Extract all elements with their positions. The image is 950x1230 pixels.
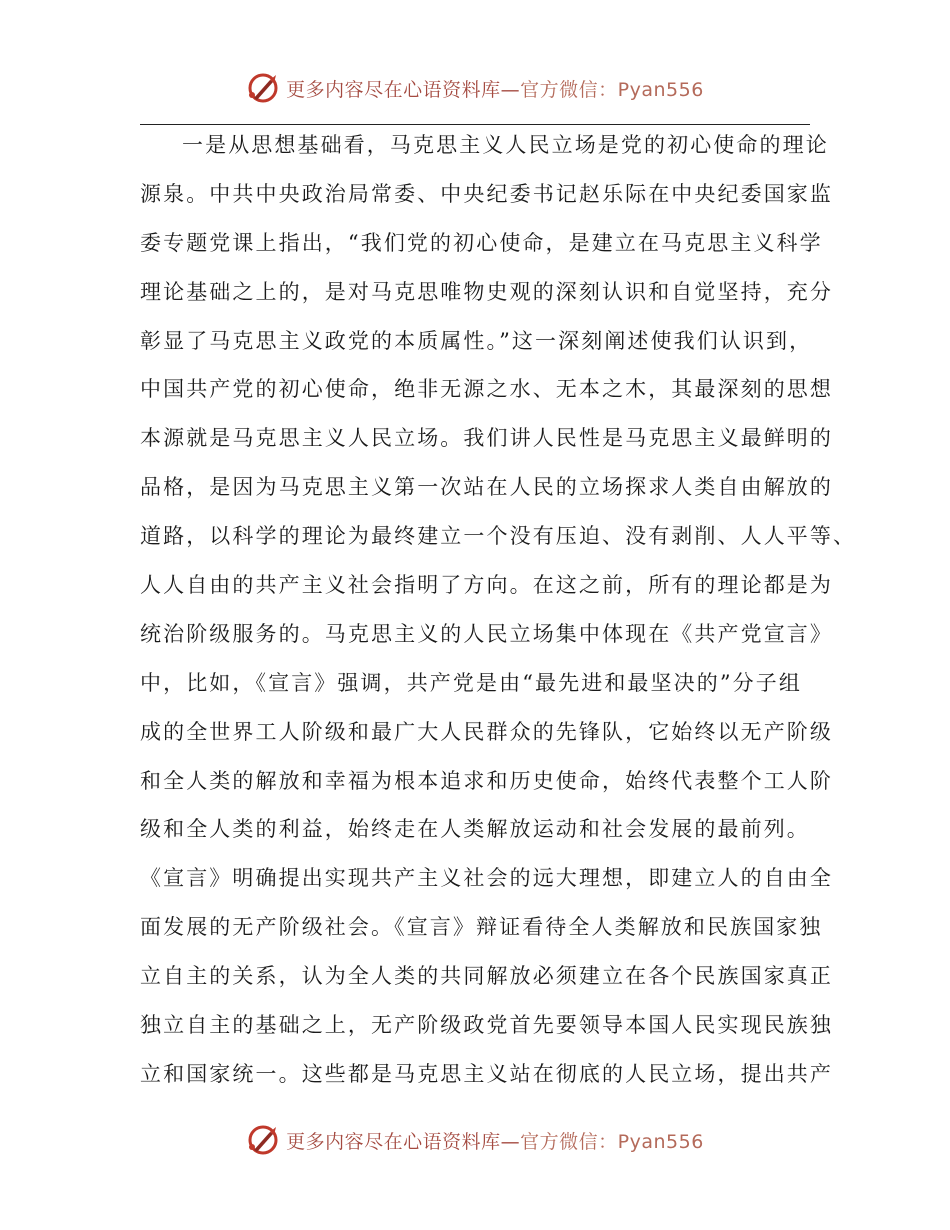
- quill-pen-logo-icon: [246, 71, 280, 105]
- header-wechat-text: 官方微信：Pyan556: [520, 78, 704, 101]
- document-body: [140, 121, 857, 1099]
- text-line: 理论基础之上的，是对马克思唯物史观的深刻认识和自觉坚持，充分: [140, 279, 833, 304]
- text-line: 一是从思想基础看，马克思主义人民立场是党的初心使命的理论: [182, 133, 829, 157]
- text-line: 《宣言》明确提出实现共产主义社会的远大理想，即建立人的自由全: [140, 866, 833, 891]
- header-promo-text: 更多内容尽在心语资料库—官方微信：Pyan556: [286, 78, 704, 101]
- text-line: 独立自主的基础之上，无产阶级政党首先要领导本国人民实现民族独: [140, 1013, 833, 1038]
- text-line: 和全人类的解放和幸福为根本追求和历史使命，始终代表整个工人阶: [140, 768, 833, 793]
- footer-promo-text: 更多内容尽在心语资料库—官方微信：Pyan556: [286, 1130, 704, 1153]
- footer-banner: [0, 1118, 950, 1162]
- text-line: 成的全世界工人阶级和最广大人民群众的先锋队，它始终以无产阶级: [140, 719, 833, 744]
- text-line: 道路，以科学的理论为最终建立一个没有压迫、没有剥削、人人平等、: [140, 524, 857, 549]
- text-line: 品格，是因为马克思主义第一次站在人民的立场探求人类自由解放的: [140, 475, 833, 500]
- text-line: 中，比如，《宣言》强调，共产党是由“最先进和最坚决的”分子组: [140, 670, 802, 695]
- text-line: 源泉。中共中央政治局常委、中央纪委书记赵乐际在中央纪委国家监: [140, 181, 833, 206]
- text-line: 彰显了马克思主义政党的本质属性。”这一深刻阐述使我们认识到，: [140, 328, 813, 353]
- text-line: 立自主的关系，认为全人类的共同解放必须建立在各个民族国家真正: [140, 964, 833, 989]
- header-banner: [0, 66, 950, 110]
- text-line: 人人自由的共产主义社会指明了方向。在这之前，所有的理论都是为: [140, 573, 833, 598]
- text-line: 统治阶级服务的。马克思主义的人民立场集中体现在《共产党宣言》: [140, 621, 833, 646]
- text-line: 本源就是马克思主义人民立场。我们讲人民性是马克思主义最鲜明的: [140, 426, 833, 451]
- quill-pen-logo-icon: [246, 1123, 280, 1157]
- text-line: 级和全人类的利益，始终走在人类解放运动和社会发展的最前列。: [140, 817, 810, 842]
- text-line: 委专题党课上指出，“我们党的初心使命，是建立在马克思主义科学: [140, 230, 823, 255]
- text-line: 面发展的无产阶级社会。《宣言》辩证看待全人类解放和民族国家独: [140, 915, 823, 940]
- text-line: 立和国家统一。这些都是马克思主义站在彻底的人民立场，提出共产: [140, 1061, 833, 1086]
- footer-wechat-text: 官方微信：Pyan556: [520, 1130, 704, 1153]
- text-line: 中国共产党的初心使命，绝非无源之水、无本之木，其最深刻的思想: [140, 377, 833, 402]
